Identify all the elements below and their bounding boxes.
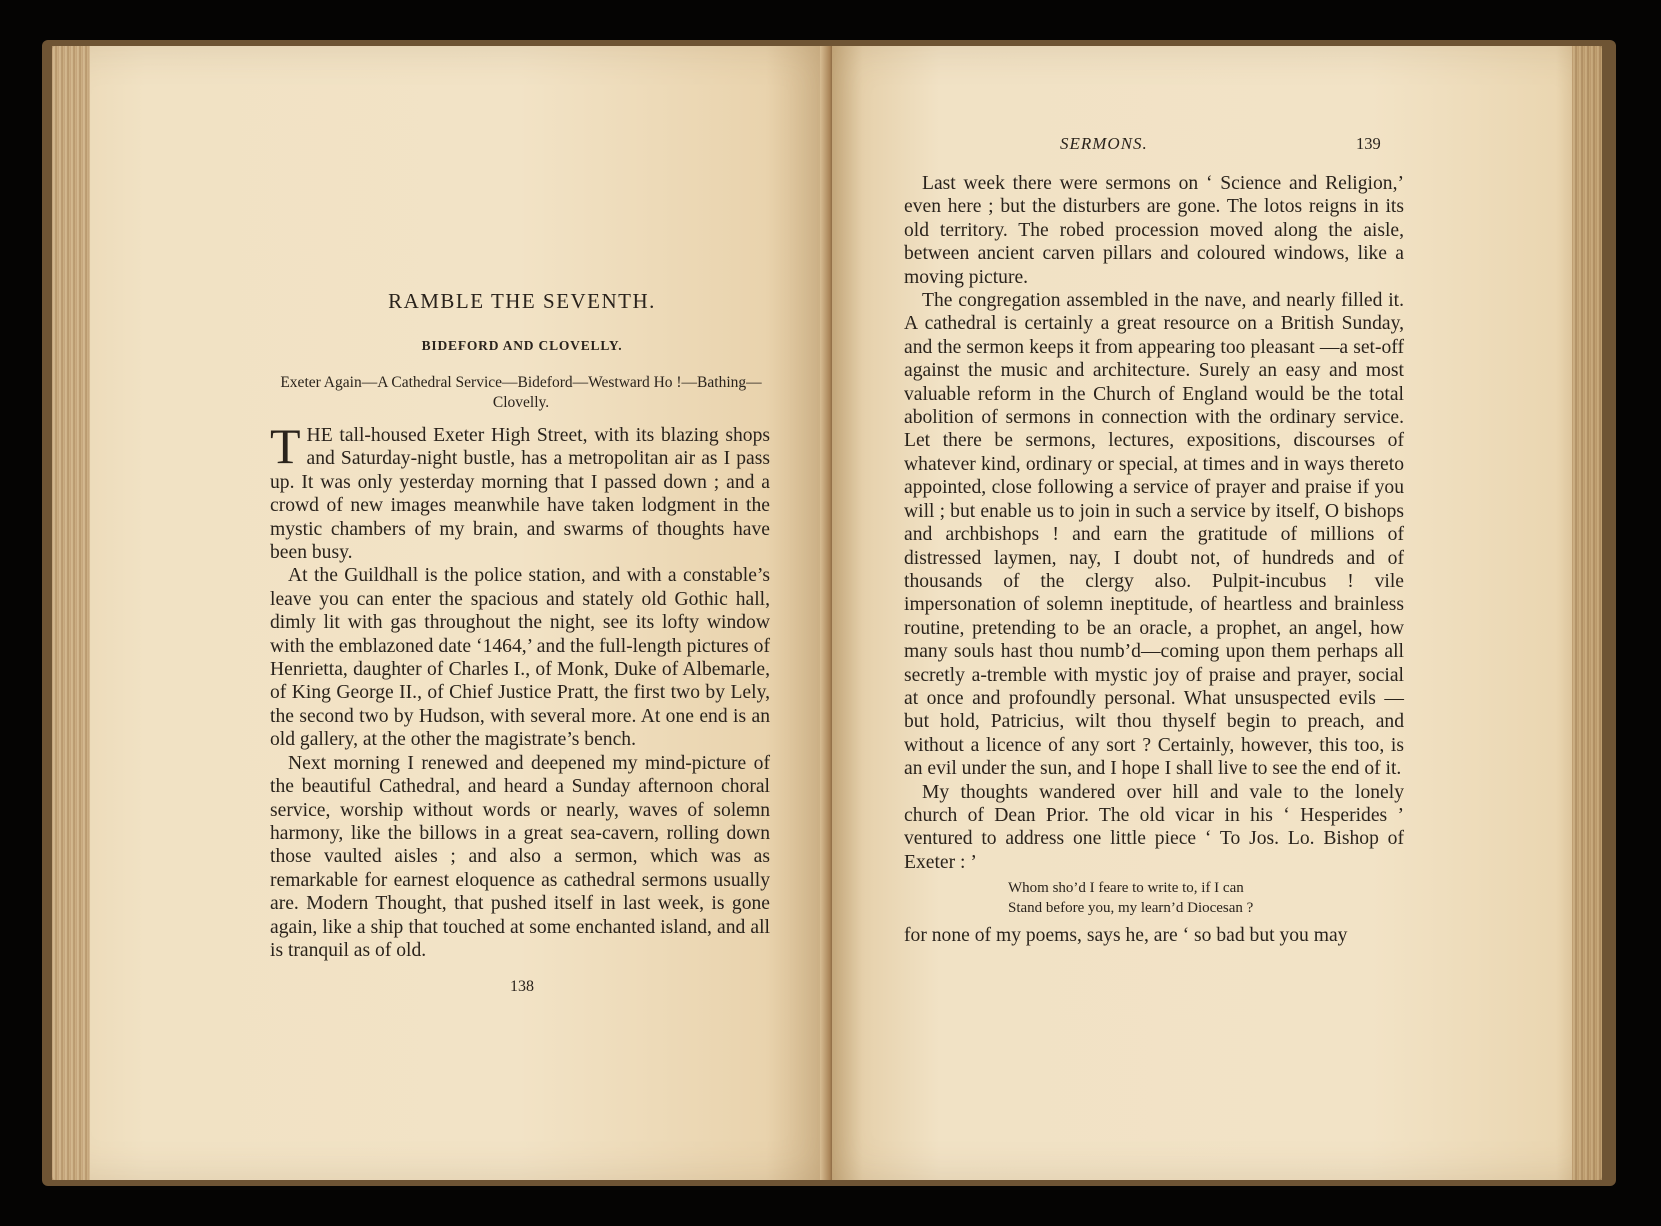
paragraph: My thoughts wandered over hill and vale to the lonely church of Dean Prior. The old vicar in his ‘ Hesperides ’ ventured to address one little piece ‘ To Jos. Lo. Bishop of Exeter : ’ <box>904 781 1404 873</box>
verse-line: Stand before you, my learn’d Diocesan ? <box>1008 900 1254 917</box>
drop-cap: T <box>270 418 301 474</box>
page-number: 138 <box>510 978 534 995</box>
open-book <box>42 40 1616 1186</box>
verse-line: Whom sho’d I feare to write to, if I can <box>1008 880 1244 897</box>
paragraph-text: HE tall-housed Exeter High Street, with its blazing shops and Saturday-night bustle, has a metropolitan air as I pass up. It was only yesterday morning that I passed down ; and a crowd of new images meanwhile have taken lodgment in the mystic chambers of my brain, and swarms of thoughts have been busy. <box>270 425 770 564</box>
page-edges-right <box>1572 46 1602 1180</box>
paragraph: for none of my poems, says he, are ‘ so bad but you may <box>904 925 1348 947</box>
chapter-summary: Exeter Again—A Cathedral Service—Bideford—Westward Ho !—Bathing—Clovelly. <box>280 374 762 411</box>
paragraph <box>270 418 770 564</box>
paragraph: At the Guildhall is the police station, and with a constable’s leave you can enter the spacious and stately old Gothic hall, dimly lit with gas throughout the night, see its lofty window with the emblazoned date ‘1464,’ and the full-length pictures of Henrietta, daughter of Charles I., of Monk, Duke of Albemarle, of King George II., of Chief Justice Pratt, the first two by Lely, the second two by Hudson, with several more. At one end is an old gallery, at the other the magistrate’s bench. <box>270 565 770 751</box>
paragraph: Last week there were sermons on ‘ Science and Religion,’ even here ; but the disturbers are gone. The lotos reigns in its old territory. The robed procession moved along the aisle, between ancient carven pillars and coloured windows, like a moving picture. <box>904 173 1404 288</box>
page-number: 139 <box>1356 134 1381 153</box>
verse-quote <box>1008 878 1404 918</box>
paragraph: Next morning I renewed and deepened my mind-picture of the beautiful Cathedral, and heard a Sunday afternoon choral service, worship without words or nearly, waves of solemn harmony, like the billows in a great sea-cavern, rolling down those vaulted aisles ; and also a sermon, which was as remarkable for earnest eloquence as cathedral sermons usually are. Modern Thought, that pushed itself in last week, is gone again, like a ship that touched at some enchanted island, and all is tranquil as of old. <box>270 752 770 961</box>
right-page-body <box>904 172 1404 948</box>
running-head: SERMONS. <box>1060 134 1148 153</box>
page-edges-left <box>52 46 90 1180</box>
right-page <box>832 46 1602 1180</box>
chapter-title: RAMBLE THE SEVENTH. <box>388 289 656 313</box>
chapter-subtitle: BIDEFORD AND CLOVELLY. <box>421 338 623 353</box>
paragraph: The congregation assembled in the nave, and nearly filled it. A cathedral is certainly a great resource on a British Sunday, and the sermon keeps it from appearing too pleasant —a set-off against the music and architecture. Surely an easy and most valuable reform in the Church of England would be the total abolition of sermons in connection with the ordinary service. Let there be sermons, lectures, expositions, discourses of whatever kind, ordinary or special, at times and in ways thereto appointed, close following a service of prayer and praise if you will ; but enable us to join in such a service by itself, O bishops and archbishops ! and earn the gratitude of millions of distressed laymen, nay, I doubt not, of hundreds and of thousands of the clergy also. Pulpit-incubus ! vile impersonation of solemn ineptitude, of heartless and brainless routine, pretending to be an oracle, a prophet, an angel, how many souls hast thou numb’d—coming upon them perhaps all secretly a-tremble with mystic joy of praise and prayer, social at once and profoundly personal. What unsuspected evils — but hold, Patricius, wilt thou thyself begin to preach, and without a licence of any sort ? Certainly, however, this too, is an evil under the sun, and I hope I shall live to see the end of it. <box>904 290 1404 780</box>
left-page <box>52 46 828 1180</box>
left-page-body <box>270 418 770 962</box>
